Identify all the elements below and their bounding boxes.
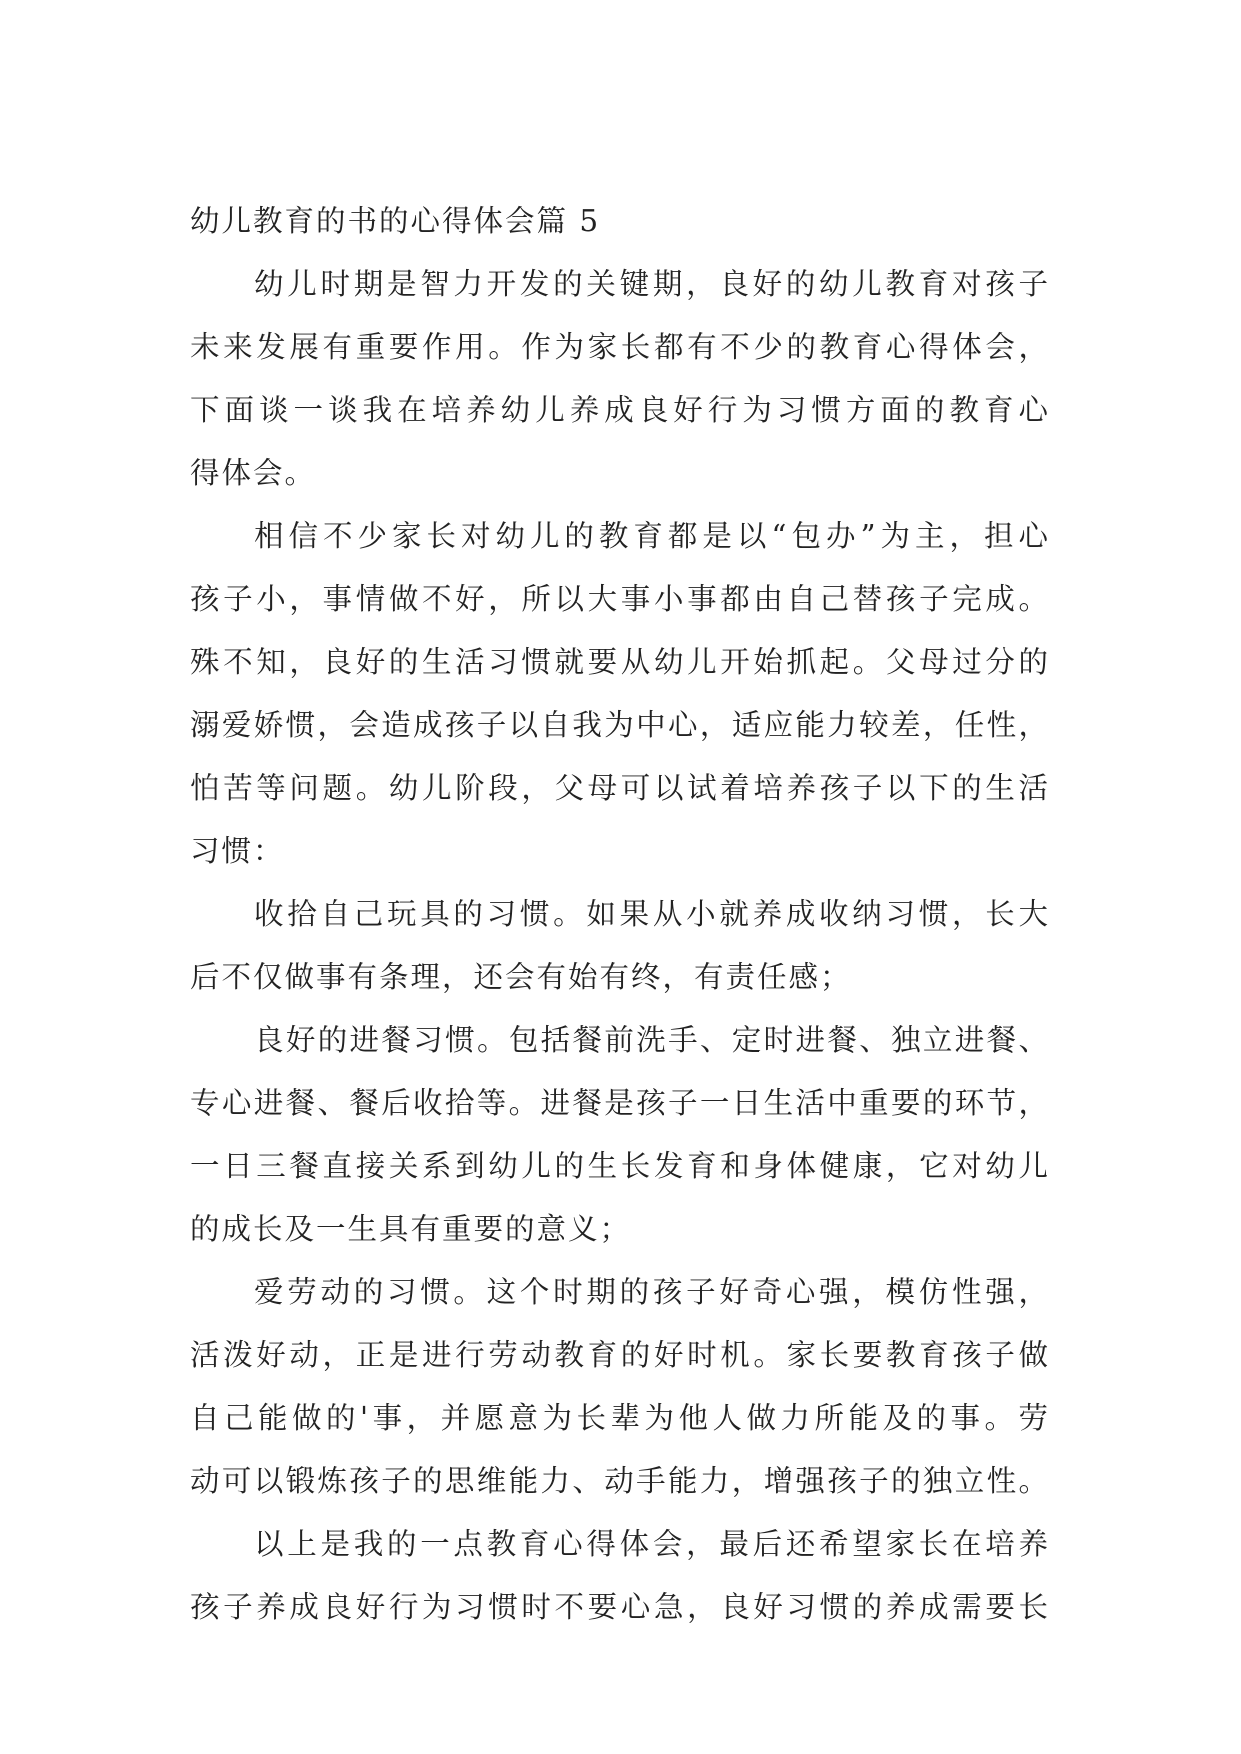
text-line: 孩子小，事情做不好，所以大事小事都由自己替孩子完成。 bbox=[190, 582, 1050, 616]
paragraph bbox=[190, 883, 1050, 1009]
text-line: 爱劳动的习惯。这个时期的孩子好奇心强，模仿性强， bbox=[254, 1275, 1050, 1309]
text-line: 习惯： bbox=[190, 834, 285, 868]
paragraph bbox=[190, 1513, 1050, 1639]
text-line: 怕苦等问题。幼儿阶段，父母可以试着培养孩子以下的生活 bbox=[190, 771, 1050, 805]
text-line: 良好的进餐习惯。包括餐前洗手、定时进餐、独立进餐、 bbox=[254, 1023, 1050, 1057]
text-line: 活泼好动，正是进行劳动教育的好时机。家长要教育孩子做 bbox=[190, 1338, 1050, 1372]
text-line: 溺爱娇惯，会造成孩子以自我为中心，适应能力较差，任性， bbox=[190, 708, 1050, 742]
document-body bbox=[190, 190, 1050, 1639]
text-line: 殊不知，良好的生活习惯就要从幼儿开始抓起。父母过分的 bbox=[190, 645, 1050, 679]
text-line: 收拾自己玩具的习惯。如果从小就养成收纳习惯，长大 bbox=[254, 897, 1050, 931]
text-line: 孩子养成良好行为习惯时不要心急，良好习惯的养成需要长 bbox=[190, 1590, 1050, 1624]
text-line: 相信不少家长对幼儿的教育都是以“包办”为主，担心 bbox=[254, 519, 1050, 553]
paragraph bbox=[190, 1009, 1050, 1261]
paragraph bbox=[190, 1261, 1050, 1513]
text-line: 一日三餐直接关系到幼儿的生长发育和身体健康，它对幼儿 bbox=[190, 1149, 1050, 1183]
text-line: 后不仅做事有条理，还会有始有终，有责任感； bbox=[190, 960, 852, 994]
paragraph bbox=[190, 505, 1050, 883]
text-line: 下面谈一谈我在培养幼儿养成良好行为习惯方面的教育心 bbox=[190, 393, 1050, 427]
text-line: 自己能做的'事，并愿意为长辈为他人做力所能及的事。劳 bbox=[190, 1401, 1050, 1435]
text-line: 专心进餐、餐后收拾等。进餐是孩子一日生活中重要的环节， bbox=[190, 1086, 1050, 1120]
text-line: 得体会。 bbox=[190, 456, 317, 490]
section-title: 幼儿教育的书的心得体会篇 5 bbox=[190, 204, 601, 238]
text-line: 以上是我的一点教育心得体会，最后还希望家长在培养 bbox=[254, 1527, 1050, 1561]
text-line: 幼儿时期是智力开发的关键期，良好的幼儿教育对孩子 bbox=[254, 267, 1050, 301]
text-line: 未来发展有重要作用。作为家长都有不少的教育心得体会， bbox=[190, 330, 1050, 364]
text-line: 动可以锻炼孩子的思维能力、动手能力，增强孩子的独立性。 bbox=[190, 1464, 1050, 1498]
text-line: 的成长及一生具有重要的意义； bbox=[190, 1212, 632, 1246]
paragraph bbox=[190, 253, 1050, 505]
